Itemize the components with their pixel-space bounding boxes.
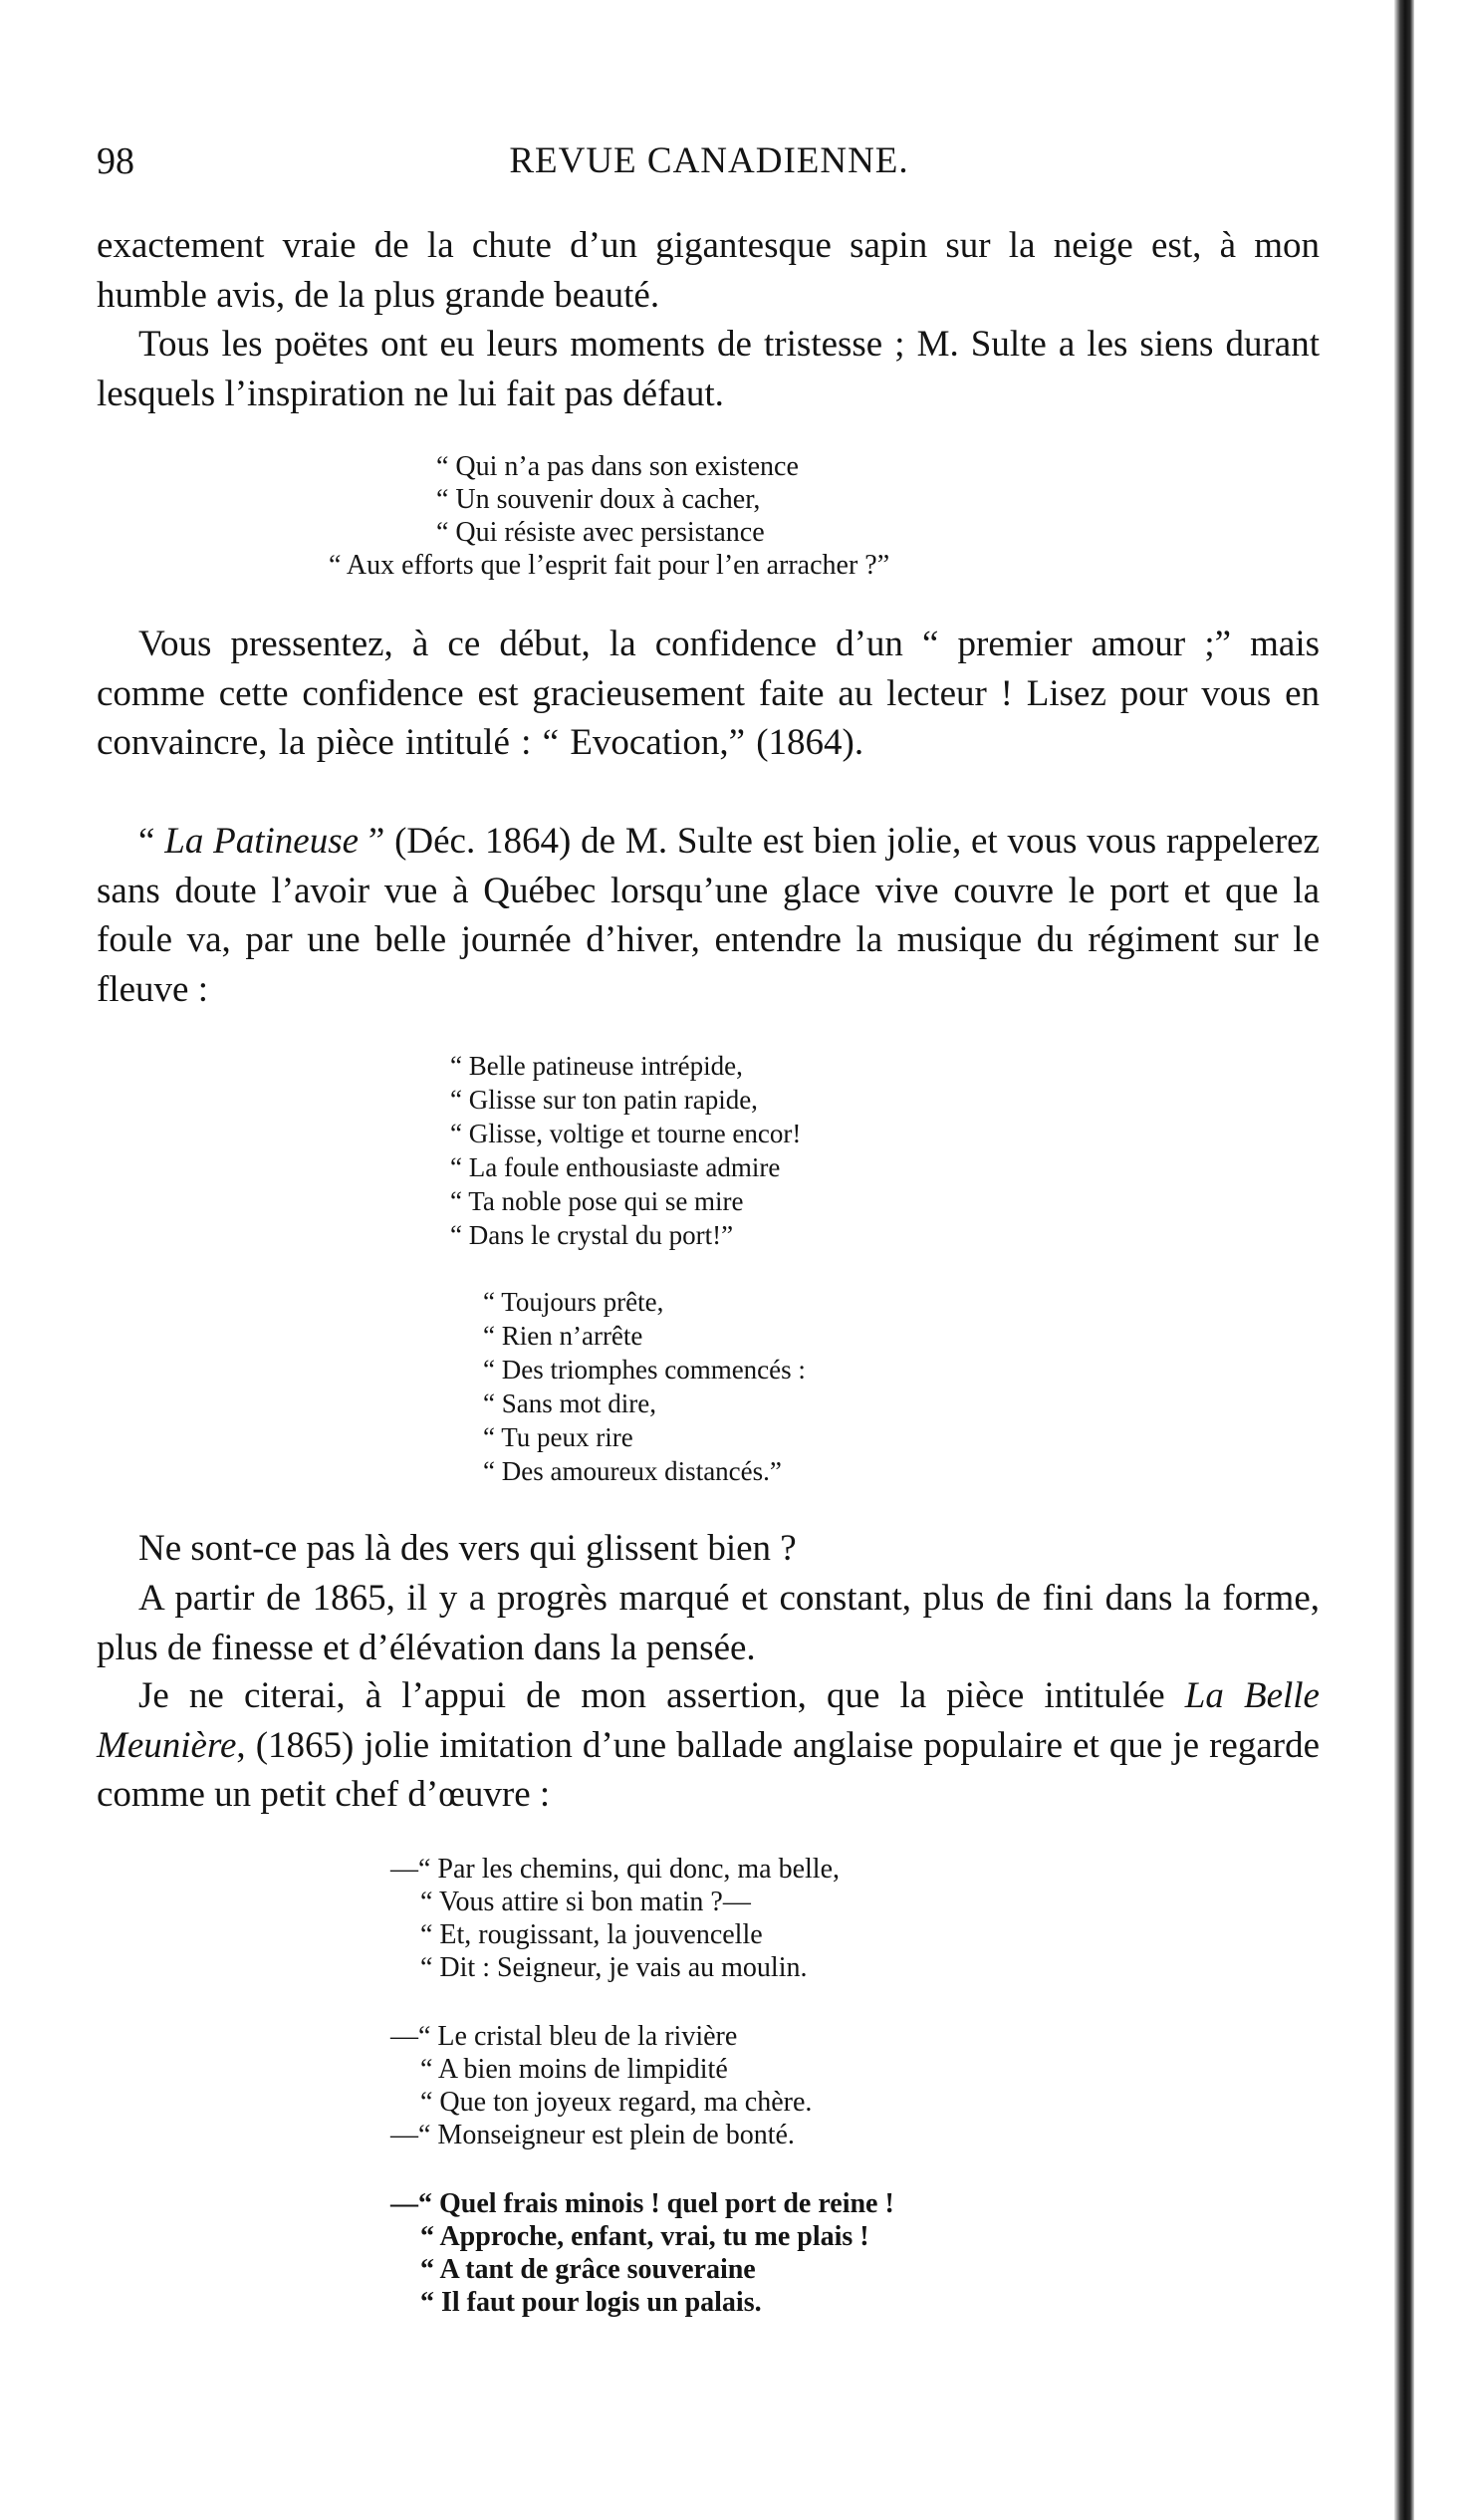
verse-line: “ Des amoureux distancés.”: [483, 1456, 782, 1486]
verse-line: “ Que ton joyeux regard, ma chère.: [420, 2087, 813, 2118]
paragraph-7: [97, 1671, 1320, 1820]
paragraph-1: exactement vraie de la chute d’un gigantesque sapin sur la neige est, à mon humble avis, de la plus grande beauté.: [97, 225, 1320, 316]
paragraph-3: Vous pressentez, à ce début, la confidence d’un “ premier amour ;” mais comme cette confidence est gracieusement faite au lecteur ! Lisez pour vous en convaincre, la pièce intitulé : “ Evocation,” (1864).: [97, 624, 1320, 763]
verse-line: “ Ta noble pose qui se mire: [450, 1186, 744, 1216]
verse-line: “ Aux efforts que l’esprit fait pour l’en arracher ?”: [329, 550, 890, 581]
paragraph-6: A partir de 1865, il y a progrès marqué et constant, plus de fini dans la forme, plus de finesse et d’élévation dans la pensée.: [97, 1578, 1320, 1668]
verse-existence: [329, 450, 889, 582]
paragraph-2: Tous les poëtes ont eu leurs moments de tristesse ; M. Sulte a les siens durant lesquels l’inspiration ne lui fait pas défaut.: [97, 324, 1320, 414]
verse-line: “ A tant de grâce souveraine: [420, 2254, 756, 2285]
verse-line: “ La foule enthousiaste admire: [450, 1152, 781, 1182]
scan-edge-shadow: [1394, 0, 1414, 2520]
verse-line: “ Et, rougissant, la jouvencelle: [420, 1919, 763, 1950]
verse-line: “ Il faut pour logis un palais.: [420, 2287, 762, 2318]
verse-line: —“ Par les chemins, qui donc, ma belle,: [390, 1854, 840, 1885]
verse-line: “ Approche, enfant, vrai, tu me plais !: [420, 2221, 869, 2252]
verse-line: “ Toujours prête,: [483, 1287, 664, 1317]
verse-line: “ Glisse, voltige et tourne encor!: [450, 1119, 802, 1148]
verse-line: “ Qui résiste avec persistance: [436, 517, 765, 548]
verse-line: “ Belle patineuse intrépide,: [450, 1051, 743, 1081]
page-number: 98: [97, 140, 134, 182]
verse-line: —“ Monseigneur est plein de bonté.: [390, 2120, 795, 2150]
verse-meuniere-stanza-3: [390, 2187, 894, 2319]
verse-line: “ Dit : Seigneur, je vais au moulin.: [420, 1952, 808, 1983]
verse-line: “ A bien moins de limpidité: [420, 2054, 728, 2085]
verse-patineuse-stanza-1: [450, 1049, 801, 1252]
verse-line: —“ Quel frais minois ! quel port de reine !: [390, 2188, 894, 2219]
paragraph-4-text: ” (Déc. 1864) de M. Sulte est bien jolie, et vous vous rappelerez sans doute l’avoir vue à Québec lorsqu’une glace vive couvre le port et que la foule va, par une belle journée d’hiver, entendre la musique du régiment sur le fleuve :: [97, 821, 1320, 1010]
work-title-la-patineuse: La Patineuse: [164, 821, 360, 862]
verse-patineuse-stanza-2: [483, 1285, 806, 1488]
verse-line: “ Rien n’arrête: [483, 1321, 643, 1351]
paragraph-4: [97, 817, 1320, 1014]
verse-line: “ Tu peux rire: [483, 1422, 633, 1452]
paragraph-7-text: Je ne citerai, à l’appui de mon assertion, que la pièce intitulée: [138, 1675, 1185, 1716]
verse-meuniere-stanza-2: [390, 2020, 812, 2151]
verse-line: “ Des triomphes commencés :: [483, 1355, 806, 1385]
work-title-la-belle-meuniere: La Belle Meunière: [97, 1675, 1320, 1766]
page-header: [97, 139, 1322, 199]
verse-line: “ Vous attire si bon matin ?—: [420, 1887, 751, 1917]
verse-line: “ Dans le crystal du port!”: [450, 1220, 734, 1250]
verse-meuniere-stanza-1: [390, 1853, 840, 1984]
verse-line: “ Un souvenir doux à cacher,: [436, 484, 761, 515]
running-title: REVUE CANADIENNE.: [509, 140, 909, 181]
verse-line: “ Glisse sur ton patin rapide,: [450, 1085, 758, 1115]
quote-open: “: [138, 821, 165, 862]
verse-line: “ Sans mot dire,: [483, 1388, 656, 1418]
verse-line: “ Qui n’a pas dans son existence: [436, 451, 799, 482]
paragraph-5: Ne sont-ce pas là des vers qui glissent bien ?: [138, 1528, 797, 1569]
verse-line: —“ Le cristal bleu de la rivière: [390, 2021, 738, 2052]
paragraph-7-text-rest: , (1865) jolie imitation d’une ballade anglaise populaire et que je regarde comme un petit chef d’œuvre :: [97, 1724, 1320, 1815]
